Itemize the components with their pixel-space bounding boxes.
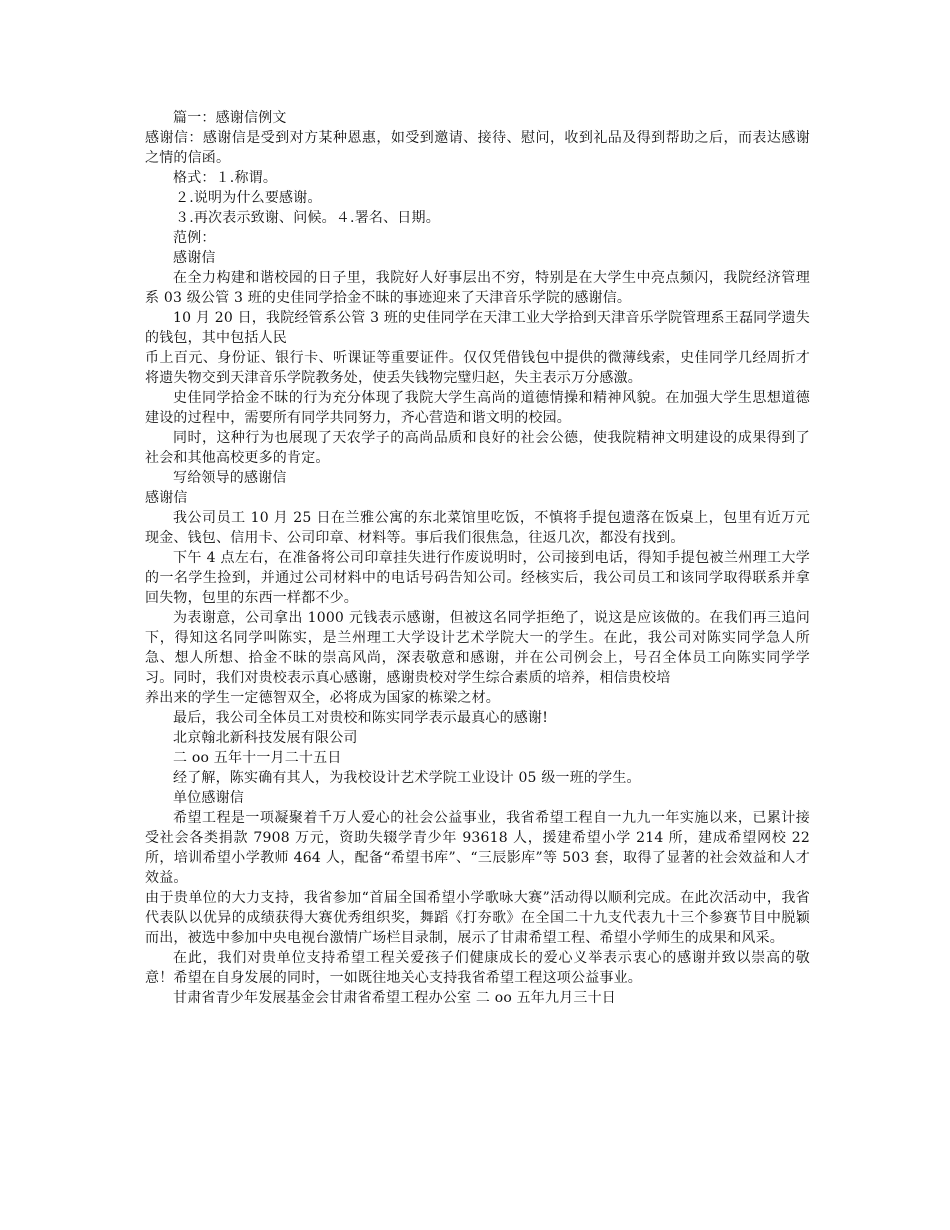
section-heading: 篇一：感谢信例文 (173, 110, 287, 126)
body-paragraph: 养出来的学生一定德智双全，必将成为国家的栋梁之材。 (145, 690, 500, 706)
format-item-3-4: ３.再次表示致谢、问候。４.署名、日期。 (175, 210, 440, 226)
body-paragraph: 经了解，陈实确有其人，为我校设计艺术学院工业设计 05 级一班的学生。 (173, 770, 641, 786)
format-item-2: ２.说明为什么要感谢。 (175, 190, 322, 206)
body-paragraph: 我公司员工 10 月 25 日在兰雅公寓的东北菜馆里吃饭，不慎将手提包遗落在饭桌上，包里有近万元现金、钱包、信用卡、公司印章、材料等。事后我们很焦急，往返几次，都没有找到。 (145, 510, 810, 546)
section-heading: 写给领导的感谢信 (173, 470, 287, 486)
example-label: 范例： (173, 230, 216, 246)
format-item-1: 格式：１.称谓。 (173, 170, 278, 186)
signature-line: 甘肃省青少年发展基金会甘肃省希望工程办公室 二 oo 五年九月三十日 (173, 990, 617, 1006)
body-paragraph: 10 月 20 日，我院经管系公管 3 班的史佳同学在天津工业大学拾到天津音乐学院管理系王磊同学遗失的钱包，其中包括人民 (145, 310, 810, 346)
body-paragraph: 为表谢意，公司拿出 1000 元钱表示感谢，但被这名同学拒绝了，说这是应该做的。在我们再三追问下，得知这名同学叫陈实，是兰州理工大学设计艺术学院大一的学生。在此，我公司对陈实同学急人所急、想人所想、拾金不昧的崇高风尚，深表敬意和感谢，并在公司例会上，号召全体员工向陈实同学学习。同时，我们对贵校表示真心感谢，感谢贵校对学生综合素质的培养，相信贵校培 (145, 610, 810, 686)
letter-title: 感谢信 (145, 490, 188, 506)
body-paragraph: 希望工程是一项凝聚着千万人爱心的社会公益事业，我省希望工程自一九九一年实施以来，已累计接受社会各类捐款 7908 万元，资助失辍学青少年 93618 人，援建希望小学 214 所，建成希望网校 22 所，培训希望小学教师 464 人，配备“希望书库”、“三辰影库”等 503 套，取得了显著的社会效益和人才效益。 (145, 810, 810, 886)
section-heading: 单位感谢信 (173, 790, 244, 806)
body-paragraph: 同时，这种行为也展现了天农学子的高尚品质和良好的社会公德，使我院精神文明建设的成果得到了社会和其他高校更多的肯定。 (145, 430, 810, 466)
body-paragraph: 由于贵单位的大力支持，我省参加“首届全国希望小学歌咏大赛”活动得以顺利完成。在此次活动中，我省代表队以优异的成绩获得大赛优秀组织奖，舞蹈《打夯歌》在全国二十九支代表九十三个参赛节目中脱颖而出，被选中参加中央电视台激情广场栏目录制，展示了甘肃希望工程、希望小学师生的成果和风采。 (145, 890, 810, 946)
body-paragraph: 币上百元、身份证、银行卡、听课证等重要证件。仅仅凭借钱包中提供的微薄线索，史佳同学几经周折才将遗失物交到天津音乐学院教务处，使丢失钱物完璧归赵，失主表示万分感激。 (145, 350, 810, 386)
letter-title: 感谢信 (173, 250, 216, 266)
definition-paragraph: 感谢信：感谢信是受到对方某种恩惠，如受到邀请、接待、慰问，收到礼品及得到帮助之后，而表达感谢之情的信函。 (145, 130, 810, 166)
body-paragraph: 在全力构建和谐校园的日子里，我院好人好事层出不穷，特别是在大学生中亮点频闪，我院经济管理系 03 级公管 3 班的史佳同学拾金不昧的事迹迎来了天津音乐学院的感谢信。 (145, 270, 810, 306)
signature-company: 北京翰北新科技发展有限公司 (173, 730, 358, 746)
body-paragraph: 下午 4 点左右，在准备将公司印章挂失进行作废说明时，公司接到电话，得知手提包被兰州理工大学的一名学生捡到，并通过公司材料中的电话号码告知公司。经核实后，我公司员工和该同学取得联系并拿回失物，包里的东西一样都不少。 (145, 550, 810, 606)
body-paragraph: 在此，我们对贵单位支持希望工程关爱孩子们健康成长的爱心义举表示衷心的感谢并致以崇高的敬意！希望在自身发展的同时，一如既往地关心支持我省希望工程这项公益事业。 (145, 950, 810, 986)
body-paragraph: 史佳同学拾金不昧的行为充分体现了我院大学生高尚的道德情操和精神风貌。在加强大学生思想道德建设的过程中，需要所有同学共同努力，齐心营造和谐文明的校园。 (145, 390, 810, 426)
document-body (145, 108, 810, 1008)
body-paragraph: 最后，我公司全体员工对贵校和陈实同学表示最真心的感谢! (173, 710, 549, 726)
signature-date: 二 oo 五年十一月二十五日 (173, 750, 342, 766)
